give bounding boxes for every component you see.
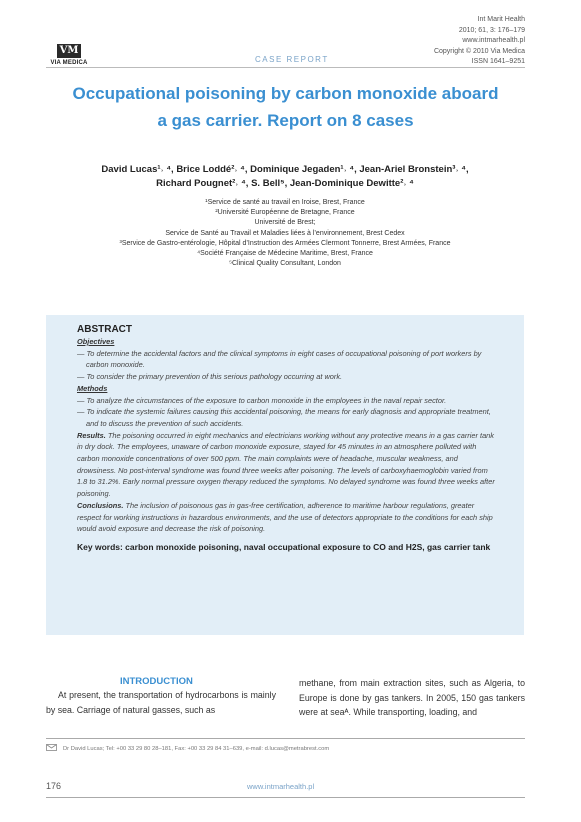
journal-volume: 2010; 61, 3: 176–179 <box>458 26 525 34</box>
method-1: — To analyze the circumstances of the exposure to carbon monoxide in the employees in the naval repair sector. <box>77 395 447 405</box>
objective-1: — To determine the accidental factors and the clinical symptoms in eight cases of occupational poisoning of port workers by carbon monoxide. <box>77 348 482 370</box>
introduction-heading: INTRODUCTION <box>120 676 193 687</box>
affiliation-3: ³Service de Gastro-entérologie, Hôpital d’Instruction des Armées Clermont Tonnerre, Brest Armées, France <box>119 239 451 247</box>
publisher-logo <box>46 44 92 66</box>
logo-mark: VM <box>57 44 81 58</box>
affiliation-1: ¹Service de santé au travail en Iroise, Brest, France <box>205 199 365 206</box>
title-line-2: a gas carrier. Report on 8 cases <box>157 111 414 130</box>
footnote-text: Dr David Lucas; Tel: +00 33 29 80 28–181, Fax: +00 33 29 84 31–639, e-mail: d.lucas@metrabrest.com <box>63 745 330 752</box>
affiliation-2c: Service de Santé au Travail et Maladies liées à l’environnement, Brest Cedex <box>165 229 405 237</box>
affiliation-2b: Université de Brest; <box>254 219 316 227</box>
envelope-icon <box>46 744 57 753</box>
footnote-divider <box>46 738 525 739</box>
body-column-left: At present, the transportation of hydrocarbons is mainly by sea. Carriage of natural gasses, such as <box>46 690 276 715</box>
correspondence-footnote <box>46 744 329 753</box>
body-column-right: methane, from main extraction sites, such as Algeria, to Europe is done by gas tankers. In 2005, 150 gas tankers were at seaᴬ. While transporting, loading, and <box>299 678 525 717</box>
journal-website: www.intmarhealth.pl <box>462 37 525 44</box>
objectives-heading: Objectives <box>77 337 115 346</box>
conclusions-paragraph <box>77 500 495 535</box>
abstract-content <box>77 323 495 553</box>
method-2: — To indicate the systemic failures causing this accidental poisoning, the means for early diagnosis and appropriate treatment, and to discuss the prevention of such accidents. <box>77 407 491 428</box>
results-text: The poisoning occurred in eight mechanics and electricians working without any protective means in a gas carrier tank in dry dock. The employees, unaware of carbon monoxide exposure, stayed for 45 minutes in an atmosphere polluted with carbon monoxide concentrations of over 500 ppm. The main complaints were of headache, muscular weakness, and drowsiness. No post-interval syndrome was found three weeks after poisoning. The levels of carboxyhaemoglobin varied from 1.8 to 31.2%. Early normal pressure oxygen therapy reduced the symptoms. No delayed syndrome was found three weeks after poisoning. <box>77 430 495 499</box>
affiliation-4: ⁴Société Française de Médecine Maritime, Brest, France <box>197 250 373 258</box>
footer-website-link[interactable]: www.intmarhealth.pl <box>247 782 315 791</box>
authors-line-1: David Lucas¹˒ ⁴, Brice Loddé²˒ ⁴, Dominique Jegaden¹˒ ⁴, Jean-Ariel Bronstein³˒ ⁴, <box>101 164 469 175</box>
abstract-box <box>46 315 524 635</box>
journal-copyright: Copyright © 2010 Via Medica <box>433 47 525 55</box>
conclusions-text: The inclusion of poisonous gas in gas-free certification, adherence to maritime harbour regulations, greater respect for working instructions in hazardous environments, and the use of detectors appropriate to the conditions for each ship would avoid exposure and decrease the risk of poisoning. <box>77 500 493 534</box>
header-divider <box>46 67 525 68</box>
authors-line-2: Richard Pougnet²˒ ⁴, S. Bell⁵, Jean-Dominique Dewitte²˒ ⁴ <box>156 178 414 189</box>
abstract-heading: ABSTRACT <box>77 324 132 335</box>
journal-issn: ISSN 1641–9251 <box>471 58 525 65</box>
author-list <box>60 163 510 191</box>
affiliation-5: ⁵Clinical Quality Consultant, London <box>229 260 341 268</box>
affiliation-2: ²Université Européenne de Bretagne, France <box>215 209 355 217</box>
affiliations <box>60 198 510 269</box>
title-line-1: Occupational poisoning by carbon monoxide aboard <box>72 84 499 103</box>
journal-meta <box>434 15 525 68</box>
results-paragraph <box>77 430 495 500</box>
footer-divider <box>46 797 525 798</box>
results-label: Results. <box>77 430 106 440</box>
conclusions-label: Conclusions. <box>77 500 124 510</box>
keywords: Key words: carbon monoxide poisoning, naval occupational exposure to CO and H2S, gas carrier tank <box>77 541 491 552</box>
journal-name: Int Marit Health <box>477 16 525 23</box>
objective-2: — To consider the primary prevention of this serious pathology occurring at work. <box>77 372 343 382</box>
paper-title <box>46 80 525 134</box>
section-label: CASE REPORT <box>255 55 329 64</box>
logo-text: VIA MEDICA <box>50 60 88 66</box>
methods-heading: Methods <box>77 383 108 393</box>
page-number: 176 <box>46 781 62 791</box>
